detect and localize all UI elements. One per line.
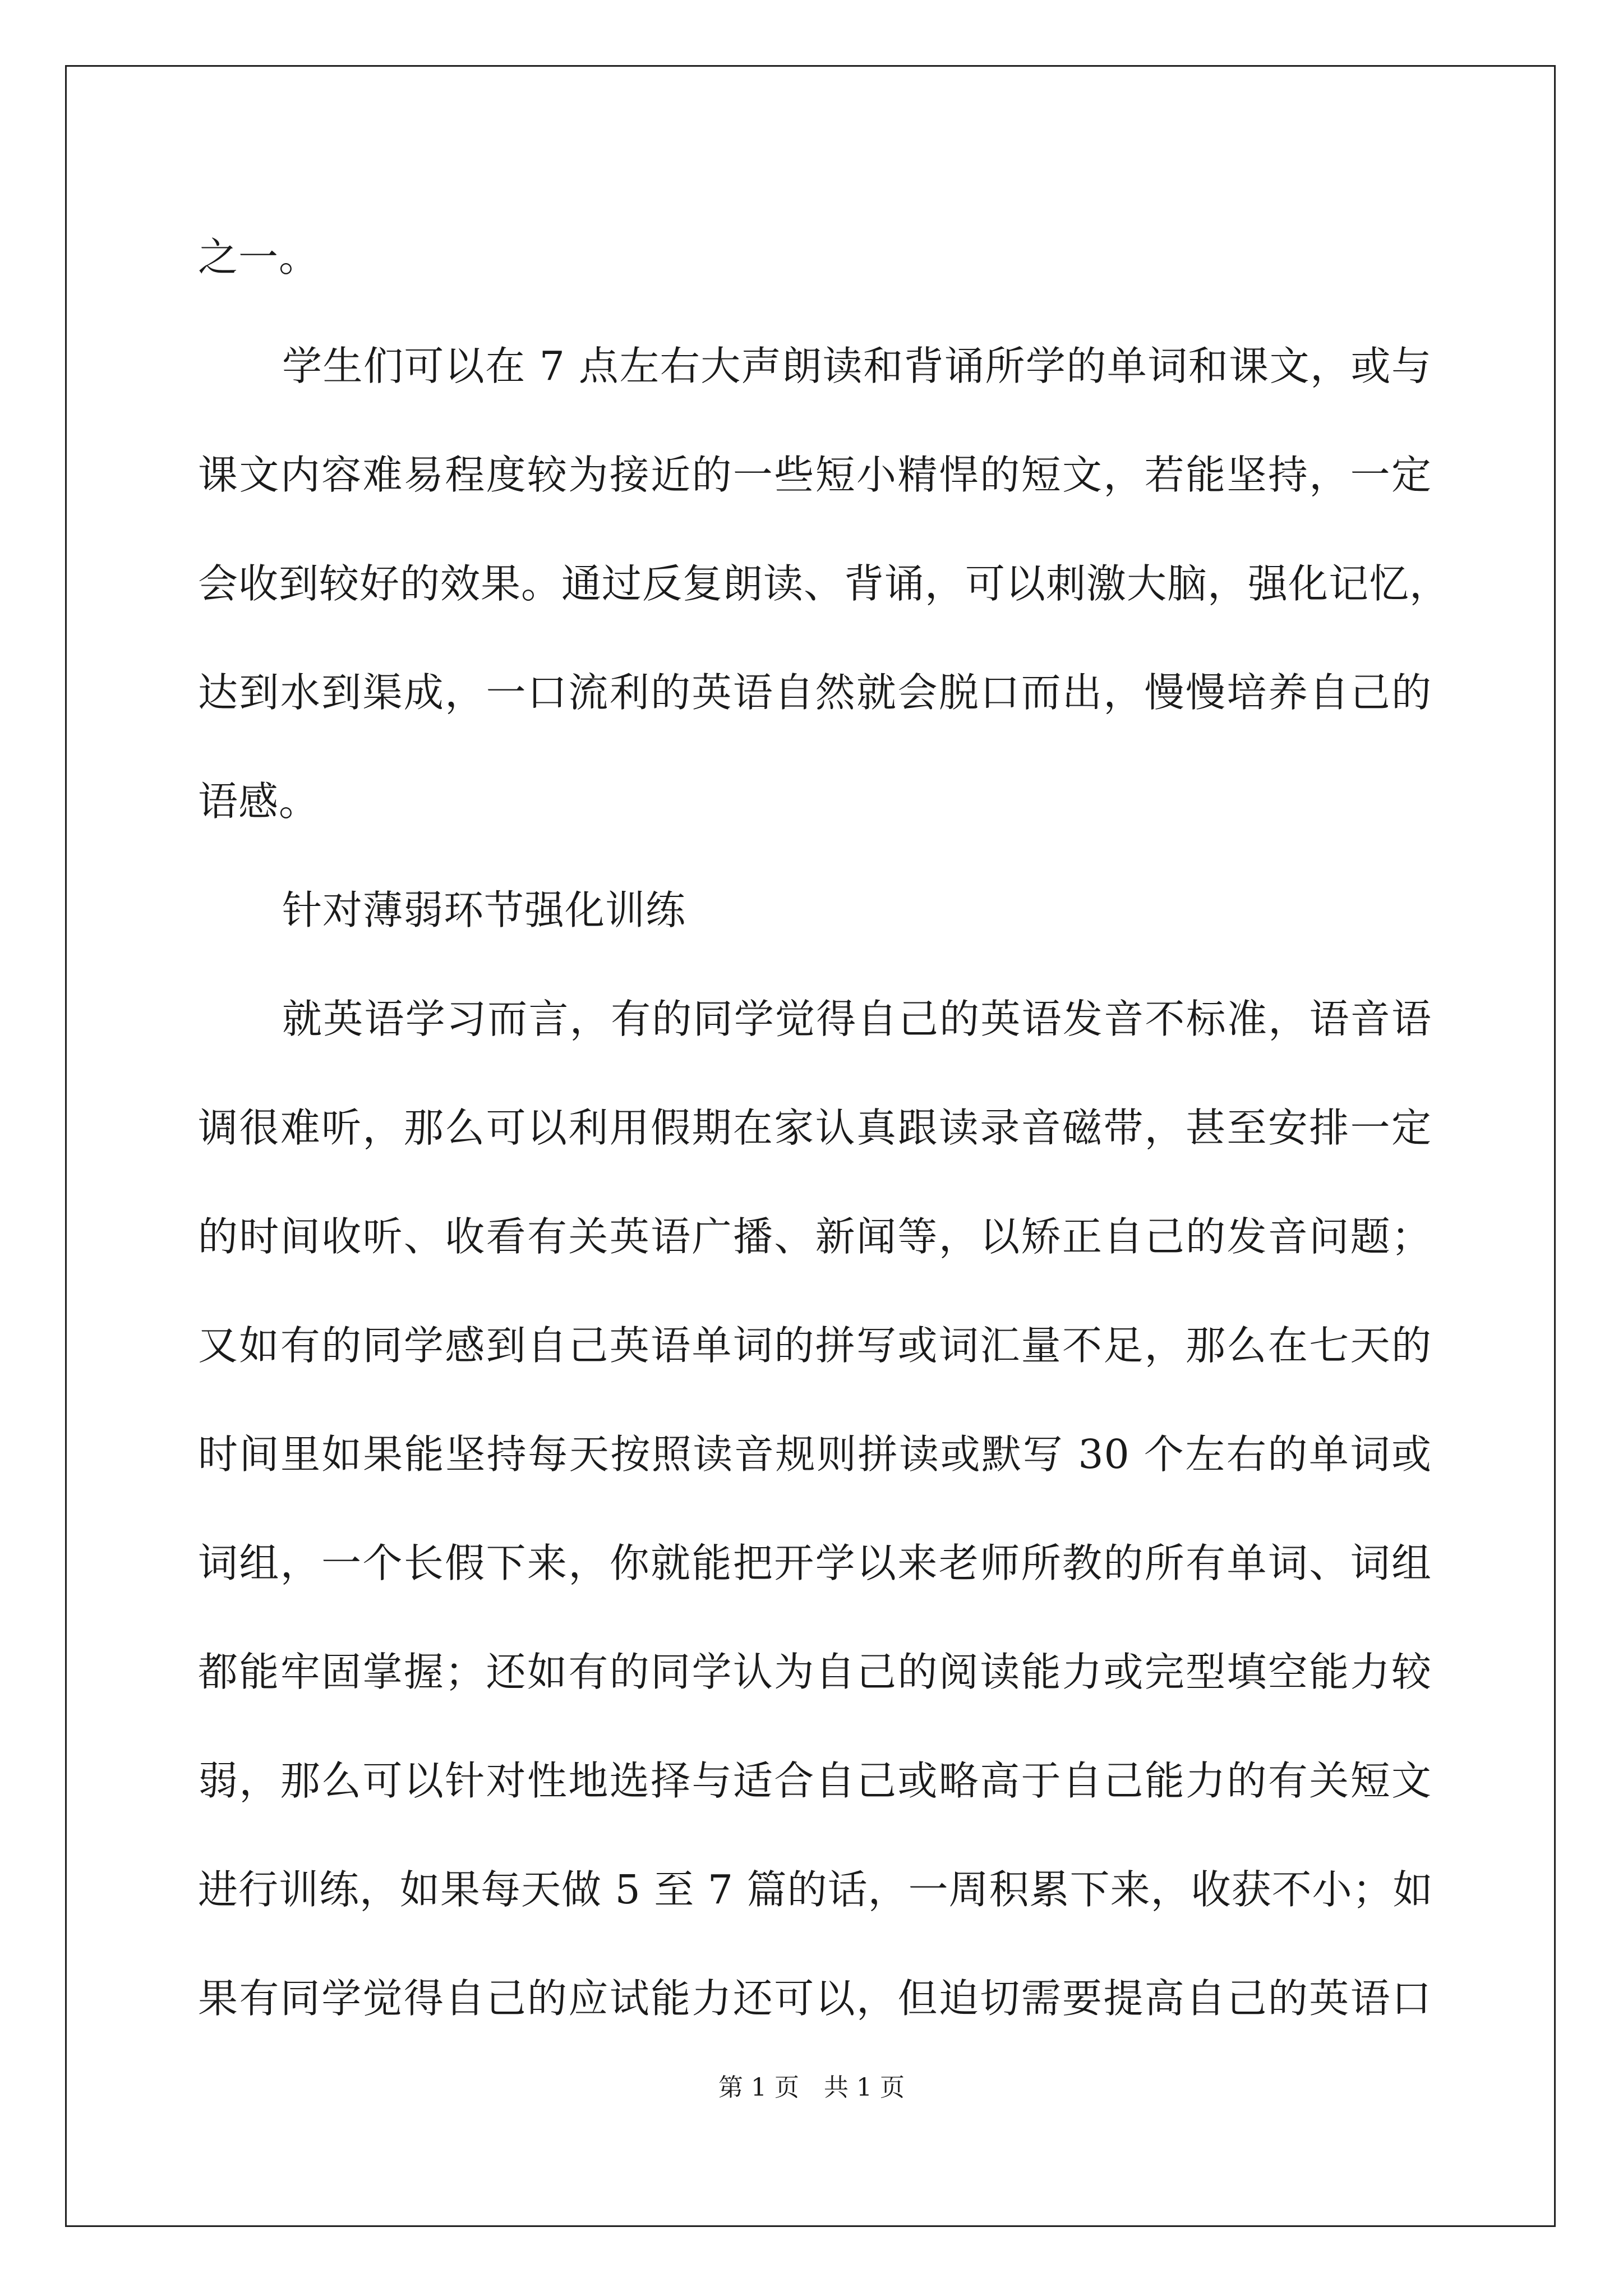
text-line: 的时间收听、收看有关英语广播、新闻等，以矫正自己的发音问题； (198, 1213, 1432, 1260)
text-line: 果有同学觉得自己的应试能力还可以，但迫切需要提高自己的英语口 (198, 1975, 1432, 2022)
section-heading: 针对薄弱环节强化训练 (282, 887, 686, 933)
text-line: 就英语学习而言，有的同学觉得自己的英语发音不标准，语音语 (282, 996, 1432, 1042)
text-line: 都能牢固掌握；还如有的同学认为自己的阅读能力或完型填空能力较 (198, 1649, 1432, 1695)
text-line: 课文内容难易程度较为接近的一些短小精悍的短文，若能坚持，一定 (198, 452, 1432, 498)
text-line: 弱，那么可以针对性地选择与适合自己或略高于自己能力的有关短文 (198, 1757, 1432, 1804)
text-line: 语感。 (198, 778, 320, 825)
document-body (198, 203, 1450, 2053)
text-line: 达到水到渠成，一口流利的英语自然就会脱口而出，慢慢培养自己的 (198, 669, 1432, 716)
text-line: 调很难听，那么可以利用假期在家认真跟读录音磁带，甚至安排一定 (198, 1105, 1432, 1151)
page-number-footer: 第 1 页 共 1 页 (718, 2073, 905, 2102)
text-line: 之一。 (198, 234, 320, 280)
text-line: 时间里如果能坚持每天按照读音规则拼读或默写 30 个左右的单词或 (198, 1431, 1432, 1478)
text-line: 进行训练，如果每天做 5 至 7 篇的话，一周积累下来，收获不小；如 (198, 1866, 1433, 1913)
text-line: 会收到较好的效果。通过反复朗读、背诵，可以刺激大脑，强化记忆， (198, 560, 1450, 607)
text-line: 词组，一个长假下来，你就能把开学以来老师所教的所有单词、词组 (198, 1540, 1432, 1586)
text-line: 又如有的同学感到自己英语单词的拼写或词汇量不足，那么在七天的 (198, 1322, 1432, 1369)
text-line: 学生们可以在 7 点左右大声朗读和背诵所学的单词和课文，或与 (282, 343, 1432, 389)
